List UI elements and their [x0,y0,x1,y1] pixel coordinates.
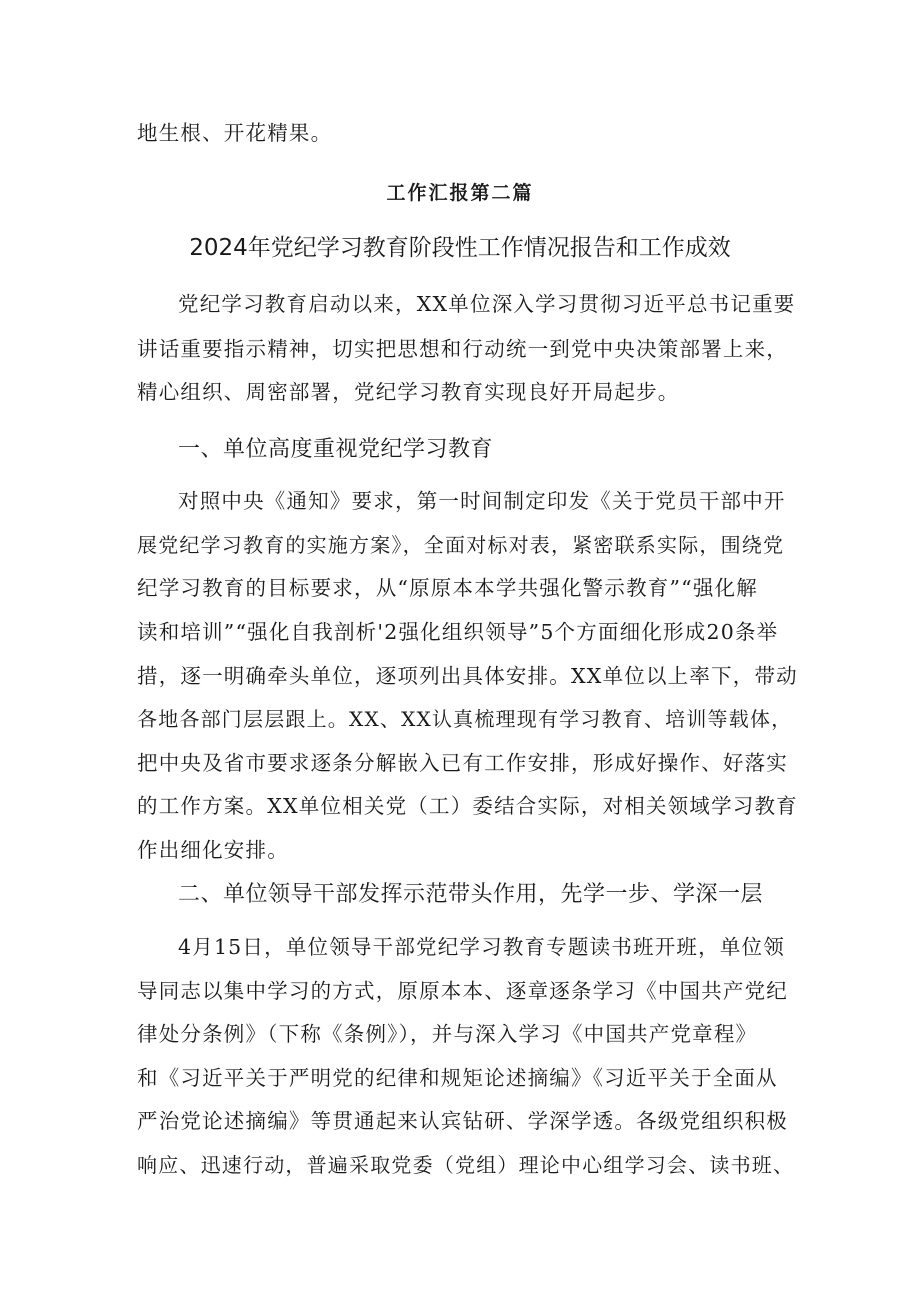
paragraph-line: 纪学习教育的目标要求，从“原原本本学共强化警示教育”“强化解 [137,576,758,600]
paragraph-line: 作出细化安排。 [137,838,289,862]
continuation-line: 地生根、开花精果。 [137,121,333,145]
paragraph-line: 导同志以集中学习的方式，原原本本、逐章逐条学习《中国共产党纪 [137,979,788,1003]
paragraph-line: 严治党论述摘编》等贯通起来认宾钻研、学深学透。各级党组织积极 [137,1109,788,1133]
document-title: 2024年党纪学习教育阶段性工作情况报告和工作成效 [189,235,731,261]
paragraph-line: 和《习近平关于严明党的纪律和规矩论述摘编》《习近平关于全面从 [137,1066,778,1090]
paragraph-line: 读和培训”“强化自我剖析'2强化组织领导”5个方面细化形成20条举 [137,620,779,644]
intro-line: 精心组织、周密部署，党纪学习教育实现良好开局起步。 [137,380,680,404]
paragraph-line: 把中央及省市要求逐条分解嵌入已有工作安排，形成好操作、好落实 [137,751,788,775]
intro-line: 讲话重要指示精神，切实把思想和行动统一到党中央决策部署上来， [137,337,788,361]
section-label: 工作汇报第二篇 [386,182,534,204]
paragraph-line: 律处分条例》（下称《条例》），并与深入学习《中国共产党章程》 [137,1022,758,1046]
paragraph-line: 措，逐一明确牵头单位，逐项列出具体安排。XX单位以上率下，带动 [137,664,798,688]
section-heading-2: 二、单位领导干部发挥示范带头作用，先学一步、学深一层 [178,882,764,907]
intro-line: 党纪学习教育启动以来，XX单位深入学习贯彻习近平总书记重要 [178,292,796,316]
paragraph-line: 的工作方案。XX单位相关党（工）委结合实际，对相关领域学习教育 [137,794,798,818]
paragraph-line: 各地各部门层层跟上。XX、XX认真梳理现有学习教育、培训等载体， [137,707,793,731]
paragraph-line: 4月15日，单位领导干部党纪学习教育专题读书班开班，单位领 [178,935,785,959]
section-heading-1: 一、单位高度重视党纪学习教育 [178,437,494,462]
paragraph-line: 展党纪学习教育的实施方案》，全面对标对表，紧密联系实际，围绕党 [137,533,785,557]
paragraph-line: 对照中央《通知》要求，第一时间制定印发《关于党员干部中开 [178,489,786,513]
paragraph-line: 响应、迅速行动，普遍采取党委（党组）理论中心组学习会、读书班、 [137,1153,795,1177]
